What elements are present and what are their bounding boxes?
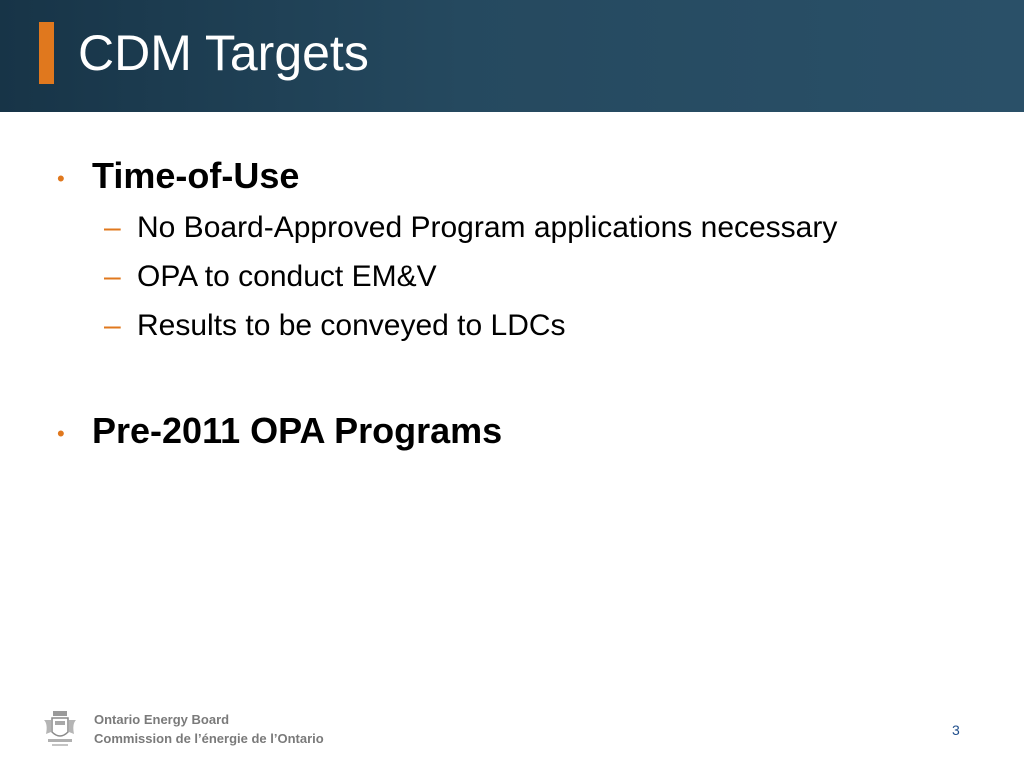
bullet-text: Pre-2011 OPA Programs (92, 410, 503, 451)
org-name-english: Ontario Energy Board (94, 712, 230, 727)
sub-bullet-text: No Board-Approved Program applications necessary (137, 211, 838, 244)
ontario-coat-of-arms-icon (42, 708, 78, 748)
dash-glyph: – (104, 211, 121, 244)
bullet-text: Time-of-Use (92, 155, 300, 196)
dash-glyph: – (104, 260, 121, 293)
title-accent-bar (39, 22, 54, 84)
bullet-glyph: • (57, 421, 65, 446)
org-name-french: Commission de l’énergie de l’Ontario (94, 731, 324, 746)
sub-bullet-text: Results to be conveyed to LDCs (137, 309, 566, 342)
bullet-glyph: • (57, 166, 65, 191)
title-banner (0, 0, 1024, 112)
slide-title: CDM Targets (78, 25, 369, 81)
page-number: 3 (952, 722, 960, 738)
dash-glyph: – (104, 309, 121, 342)
sub-bullet-text: OPA to conduct EM&V (137, 260, 437, 293)
